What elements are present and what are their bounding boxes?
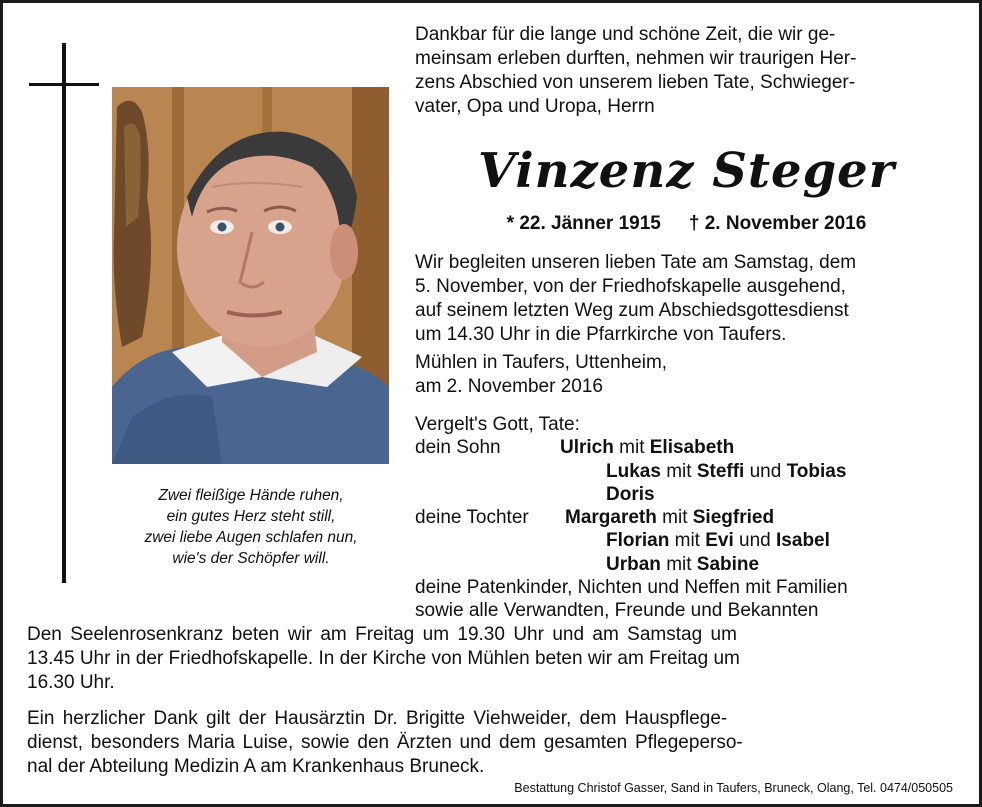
verse-line: ein gutes Herz steht still, [166,508,336,525]
grandchild-row [415,553,958,576]
thanks-line: dienst, besonders Maria Luise, sowie den Ärzten und dem gesamten Pflegeperso- [27,732,743,753]
intro-line: meinsam erleben durften, nehmen wir traurigen Her- [415,48,857,69]
grandchild-row [415,529,958,552]
grandchild-row [415,483,958,506]
place-line: Mühlen in Taufers, Uttenheim, [415,352,668,373]
conjunction: und [749,460,782,482]
rosary-announcement [27,623,957,695]
deceased-name: Vinzenz Steger [478,143,895,199]
daughter-row [415,506,958,529]
intro-line: zens Abschied von unserem lieben Tate, Schwieger- [415,72,856,93]
verse-line: zwei liebe Augen schlafen nun, [144,529,358,546]
relatives-line: sowie alle Verwandten, Freunde und Bekannten [415,600,819,622]
daughter-names [565,506,774,529]
daughter-partner-name: Siegfried [692,507,775,529]
thanks-line: Ein herzlicher Dank gilt der Hausärztin Dr. Brigitte Viehweider, dem Hauspflege- [27,708,728,729]
family-list [415,413,958,623]
funeral-line: um 14.30 Uhr in die Pfarrkirche von Taufers. [415,324,787,345]
grandchild-partner-name: Sabine [696,553,760,575]
intro-line: Dankbar für die lange und schöne Zeit, die wir ge- [415,24,836,45]
grandchild-partner-name: Evi [705,530,734,552]
rosary-line: Den Seelenrosenkranz beten wir am Freitag um 19.30 Uhr und am Samstag um [27,624,737,645]
thanks-line: nal der Abteilung Medizin A am Krankenhaus Bruneck. [27,756,485,777]
funeral-line: 5. November, von der Friedhofskapelle ausgehend, [415,276,846,297]
son-name: Ulrich [560,437,614,459]
conjunction: und [739,530,771,552]
date-line: am 2. November 2016 [415,376,603,397]
conjunction: mit [674,530,700,552]
place-and-date [415,351,958,399]
intro-line: vater, Opa und Uropa, Herrn [415,96,655,117]
grandchild-partner-name: Steffi [696,460,745,482]
conjunction: mit [666,553,692,575]
funeral-line: Wir begleiten unseren lieben Tate am Samstag, dem [415,252,857,273]
portrait-illustration [112,87,389,464]
son-row [415,436,958,459]
grandchild-name: Lukas [606,460,661,482]
godchildren-line: deine Patenkinder, Nichten und Neffen mit Familien [415,577,848,599]
cross-symbol-horizontal [29,83,99,86]
acknowledgement-text [27,707,957,779]
conjunction: mit [662,507,688,529]
birth-date: * 22. Jänner 1915 [506,213,661,234]
memorial-verse [111,485,391,569]
conjunction: mit [666,460,692,482]
portrait-photo [112,87,389,464]
son-names [560,436,734,459]
daughter-name: Margareth [565,507,657,529]
rosary-line: 13.45 Uhr in der Friedhofskapelle. In der Kirche von Mühlen beten wir am Freitag um [27,648,740,669]
rosary-line: 16.30 Uhr. [27,672,115,693]
grandchild-name: Urban [606,553,661,575]
death-date: † 2. November 2016 [688,213,867,234]
verse-line: wie's der Schöpfer will. [172,550,330,567]
life-dates [415,212,958,236]
grandchild-name: Florian [606,530,670,552]
funeral-announcement [415,251,958,347]
cross-symbol-vertical [62,43,66,583]
great-grandchild-name: Tobias [786,460,847,482]
son-partner-name: Elisabeth [649,437,735,459]
funeral-home-credit: Bestattung Christof Gasser, Sand in Taufers, Bruneck, Olang, Tel. 0474/050505 [514,781,953,795]
daughter-label: deine Tochter [415,507,529,529]
grandchild-row [415,460,958,483]
funeral-line: auf seinem letzten Weg zum Abschiedsgottesdienst [415,300,849,321]
grandchild-name: Doris [606,483,655,505]
son-label: dein Sohn [415,437,501,459]
family-greeting: Vergelt's Gott, Tate: [415,414,580,435]
conjunction: mit [619,437,645,459]
verse-line: Zwei fleißige Hände ruhen, [158,487,344,504]
intro-text [415,23,958,119]
great-grandchild-name: Isabel [776,530,830,552]
